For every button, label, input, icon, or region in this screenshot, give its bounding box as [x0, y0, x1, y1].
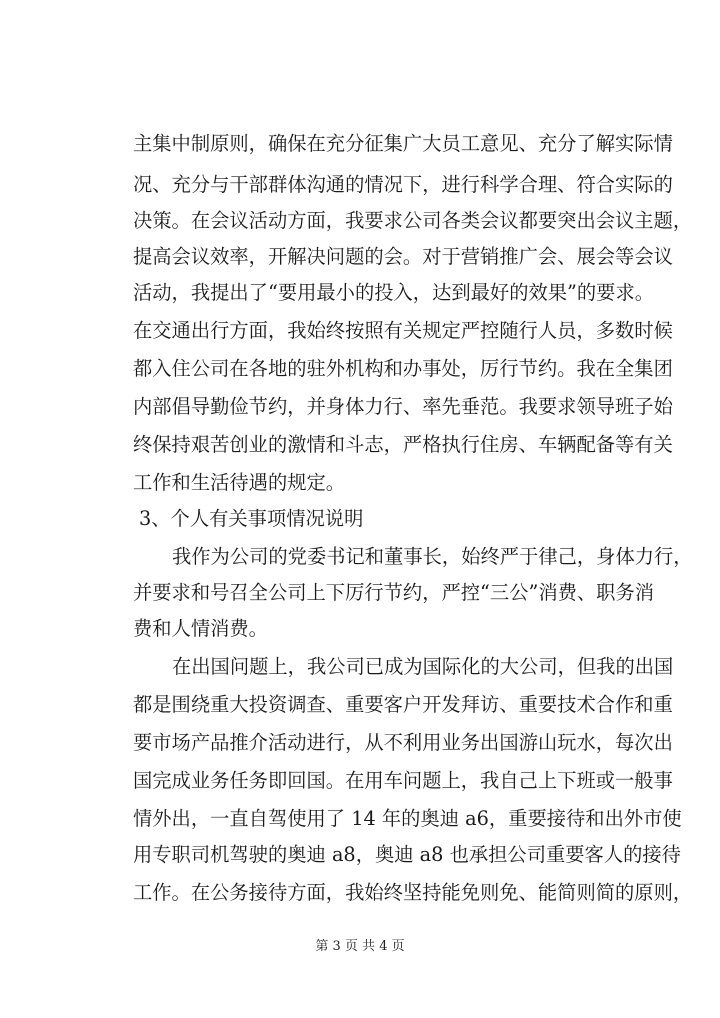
section-heading: 3、个人有关事项情况说明	[139, 507, 364, 530]
body-text-line: 主集中制原则，确保在充分征集广大员工意见、充分了解实际情	[133, 132, 673, 155]
body-text-line: 都是围绕重大投资调查、重要客户开发拜访、重要技术合作和重	[133, 693, 673, 716]
body-text-line: 用专职司机驾驶的奥迪 a8，奥迪 a8 也承担公司重要客人的接待	[133, 843, 681, 866]
body-text-line: 况、充分与干部群体沟通的情况下，进行科学合理、符合实际的	[133, 173, 673, 196]
paragraph-first-line: 我作为公司的党委书记和董事长，始终严于律己，身体力行，	[172, 545, 693, 568]
body-text-line: 内部倡导勤俭节约，并身体力行、率先垂范。我要求领导班子始	[133, 395, 673, 418]
body-text-line: 要市场产品推介活动进行，从不利用业务出国游山玩水，每次出	[133, 731, 673, 754]
body-text-line: 情外出，一直自驾使用了 14 年的奥迪 a6，重要接待和出外市使	[133, 807, 682, 830]
body-text-line: 费和人情消费。	[133, 617, 268, 640]
body-text-line: 并要求和号召全公司上下厉行节约，严控“三公”消费、职务消	[133, 581, 655, 604]
body-text-line: 终保持艰苦创业的激情和斗志，严格执行住房、车辆配备等有关	[133, 433, 673, 456]
body-text-line: 活动，我提出了“要用最小的投入，达到最好的效果”的要求。	[133, 281, 655, 304]
body-text-line: 在交通出行方面，我始终按照有关规定严控随行人员，多数时候	[133, 319, 673, 342]
body-text-line: 国完成业务任务即回国。在用车问题上，我自己上下班或一般事	[133, 769, 673, 792]
body-text-line: 决策。在会议活动方面，我要求公司各类会议都要突出会议主题，	[133, 209, 693, 232]
body-text-line: 都入住公司在各地的驻外机构和办事处，厉行节约。我在全集团	[133, 357, 673, 380]
page-number-footer: 第 3 页 共 4 页	[315, 939, 405, 954]
body-text-line: 工作。在公务接待方面，我始终坚持能免则免、能简则简的原则，	[133, 881, 693, 904]
body-text-line: 工作和生活待遇的规定。	[133, 471, 346, 494]
paragraph-first-line: 在出国问题上，我公司已成为国际化的大公司，但我的出国	[172, 655, 674, 678]
body-text-line: 提高会议效率，开解决问题的会。对于营销推广会、展会等会议	[133, 245, 673, 268]
